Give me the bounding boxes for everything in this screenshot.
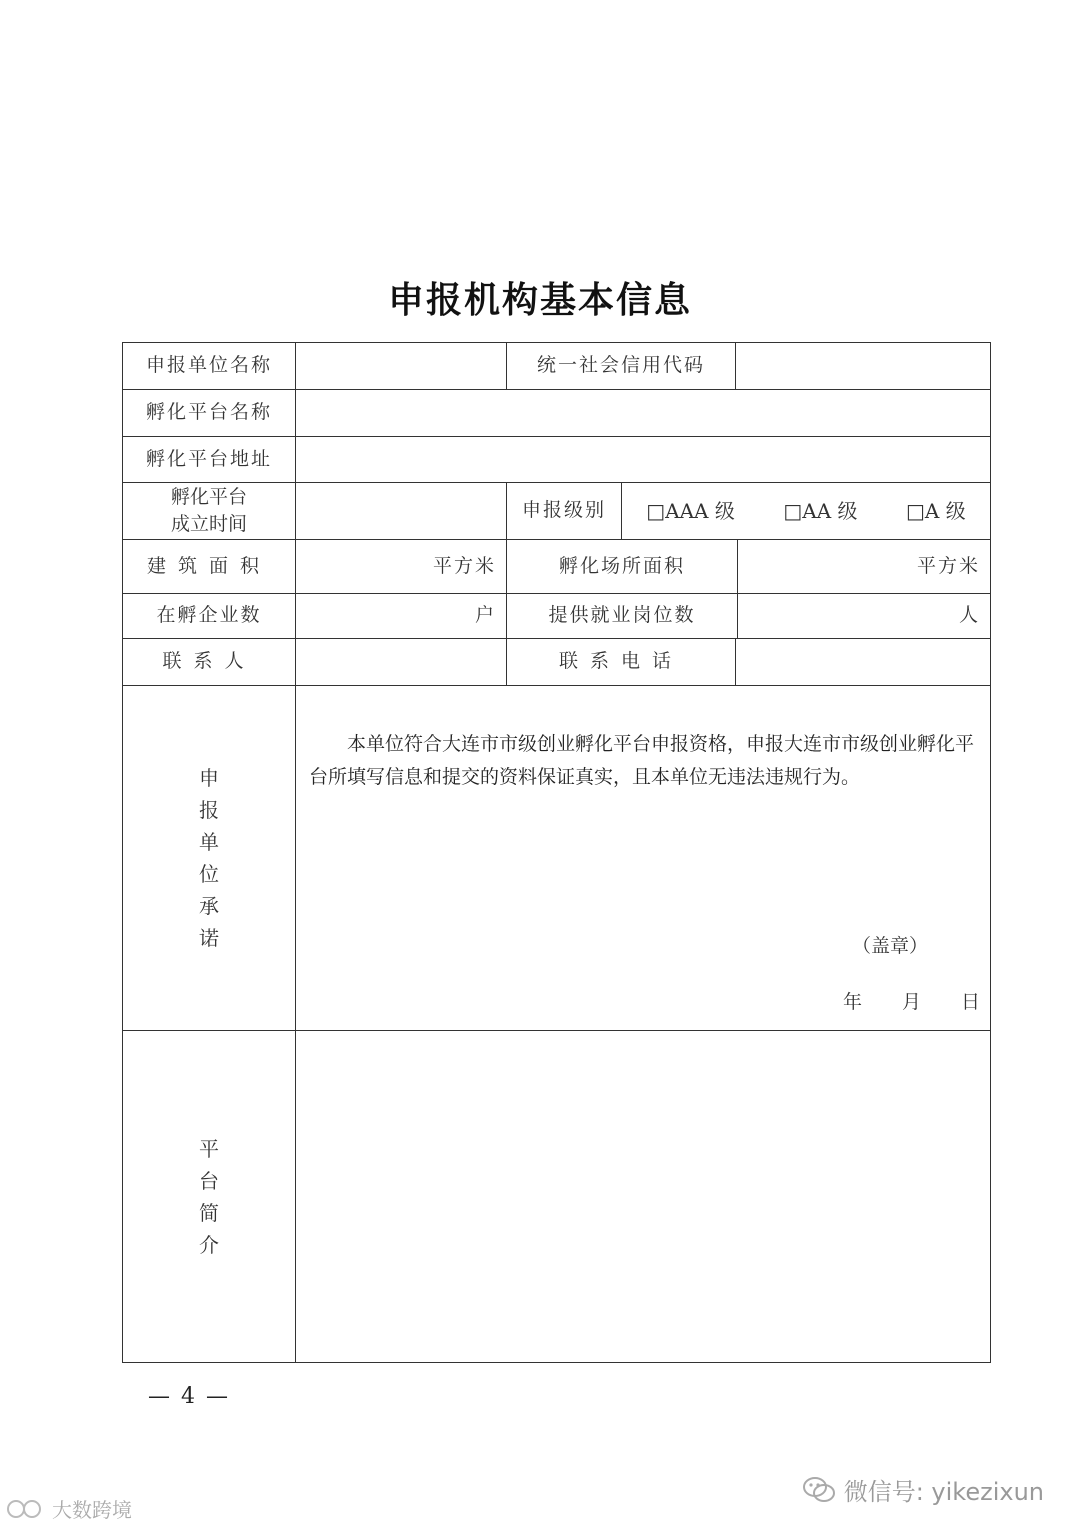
label-commitment-char: 申 — [199, 766, 219, 790]
label-established-time — [123, 483, 295, 539]
commitment-statement: 本单位符合大连市市级创业孵化平台申报资格，申报大连市市级创业孵化平台所填写信息和提交的资料保证真实，且本单位无违法违规行为。 — [309, 733, 975, 788]
phone-field[interactable] — [736, 639, 990, 685]
wechat-icon — [802, 1475, 836, 1505]
label-commitment — [123, 686, 295, 1030]
established-time-field[interactable] — [296, 483, 506, 539]
date-day: 日 — [960, 991, 980, 1013]
level-checkbox-a[interactable]: □A 级 — [906, 498, 966, 523]
label-commitment-char: 位 — [199, 862, 219, 886]
wechat-watermark — [802, 1472, 1044, 1507]
label-intro-char: 平 — [199, 1136, 219, 1161]
label-level: 申报级别 — [521, 499, 606, 522]
label-platform-address: 孵化平台地址 — [145, 447, 272, 470]
label-incubation-area: 孵化场所面积 — [558, 554, 685, 577]
label-established-line1: 孵化平台 — [170, 486, 247, 509]
label-intro — [123, 1031, 295, 1362]
credit-code-field[interactable] — [736, 343, 990, 389]
applicant-name-field[interactable] — [296, 343, 506, 389]
label-building-area: 建筑面积 — [146, 554, 271, 577]
label-commitment-char: 报 — [199, 798, 219, 822]
building-area-unit[interactable]: 平方米 — [432, 554, 496, 577]
label-commitment-char: 诺 — [199, 926, 219, 950]
label-commitment-char: 单 — [199, 830, 219, 854]
brand-logo-icon — [6, 1497, 46, 1521]
level-options — [622, 483, 990, 539]
jobs-unit[interactable]: 人 — [958, 604, 980, 627]
intro-field[interactable] — [296, 1031, 990, 1362]
enterprises-unit[interactable]: 户 — [474, 604, 496, 627]
label-commitment-char: 承 — [199, 894, 219, 918]
contact-field[interactable] — [296, 639, 506, 685]
level-checkbox-aa[interactable]: □AA 级 — [783, 498, 858, 523]
application-form-table — [122, 342, 991, 1363]
brand-watermark — [6, 1494, 132, 1523]
platform-name-field[interactable] — [296, 390, 990, 436]
label-platform-name: 孵化平台名称 — [145, 401, 272, 424]
label-enterprises: 在孵企业数 — [156, 604, 262, 627]
level-checkbox-aaa[interactable]: □AAA 级 — [646, 498, 735, 523]
date-year: 年 — [842, 991, 862, 1013]
label-phone: 联系电话 — [558, 650, 683, 673]
label-credit-code: 统一社会信用代码 — [536, 354, 705, 377]
label-jobs: 提供就业岗位数 — [548, 604, 696, 627]
date-line — [843, 987, 980, 1014]
label-intro-char: 台 — [199, 1168, 219, 1193]
label-applicant-name: 申报单位名称 — [145, 354, 272, 377]
wechat-watermark-text: 微信号: yikezixun — [843, 1478, 1044, 1506]
date-month: 月 — [901, 991, 921, 1013]
brand-watermark-text: 大数跨境 — [52, 1498, 132, 1522]
label-established-line2: 成立时间 — [170, 513, 247, 535]
label-contact: 联系人 — [162, 650, 256, 673]
seal-label: （盖章） — [851, 935, 928, 957]
page-number: — 4 — — [148, 1384, 230, 1409]
label-intro-char: 简 — [199, 1200, 219, 1225]
form-title: 申报机构基本信息 — [387, 280, 692, 321]
label-intro-char: 介 — [199, 1232, 219, 1257]
platform-address-field[interactable] — [296, 437, 990, 482]
incubation-area-unit[interactable]: 平方米 — [916, 554, 980, 577]
